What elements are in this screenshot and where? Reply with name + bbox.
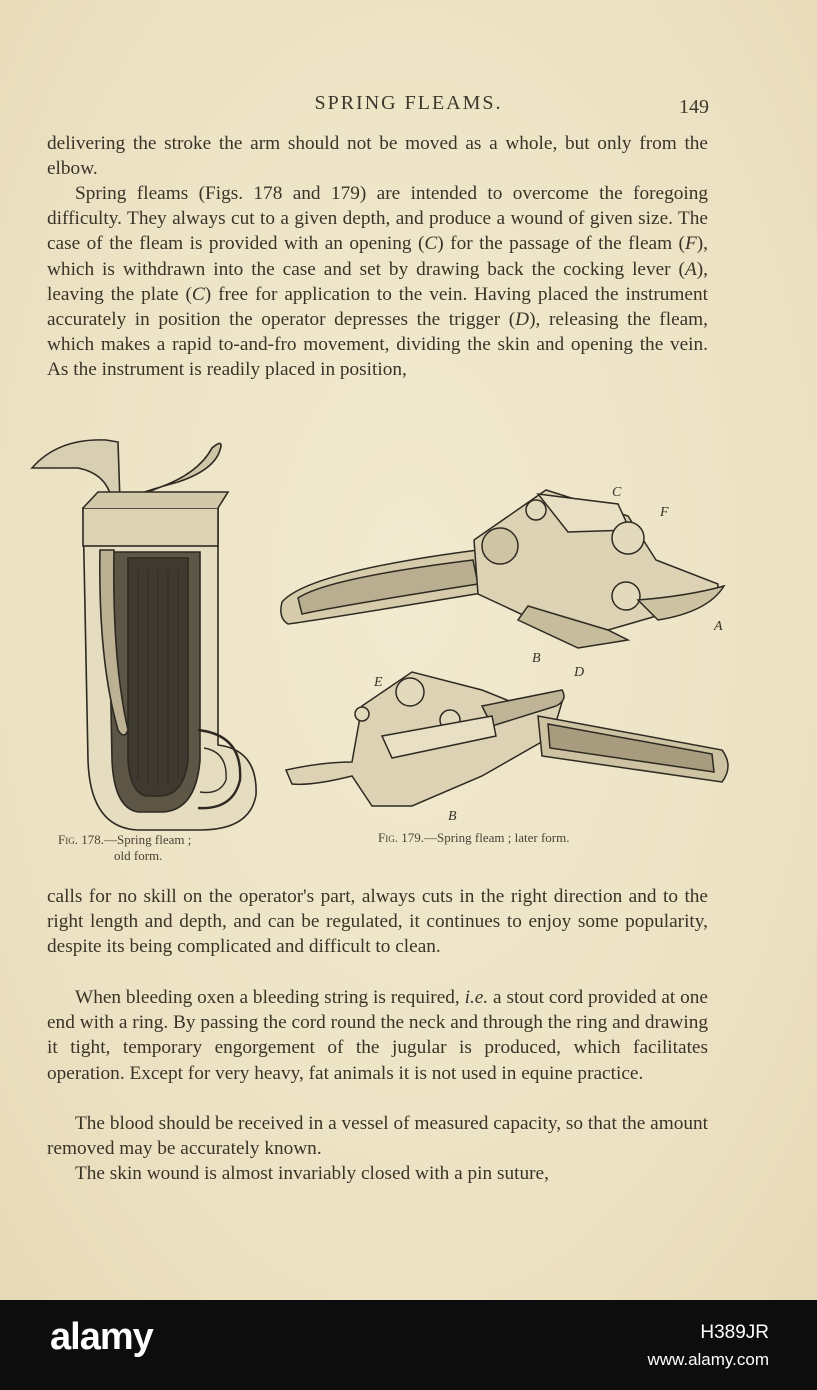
fig-179-bottom-illustration	[282, 666, 737, 826]
fig-179-caption-text: 179.—Spring fleam ; later form.	[401, 830, 570, 845]
fig-179-top-illustration	[278, 480, 738, 670]
paragraph-4-text-c: a stout cord provided at one end with a ring. By passing the cord round the neck and through the ring and drawing it tight, temporary engorgement of the jugular is produced, which facilitates operation. Except for very heavy, fat animals it is not used in equine practice.	[47, 987, 708, 1084]
fig-178-caption-label: Fig.	[58, 832, 78, 847]
paragraph-4	[47, 985, 708, 1086]
paragraph-2-ref-d: D	[515, 309, 530, 331]
paragraph-6-text: The skin wound is almost invariably closed with a pin suture,	[75, 1163, 549, 1184]
paragraph-3-text: calls for no skill on the operator's part, always cuts in the right direction and to the right length and depth, and can be regulated, it continues to enjoy some popularity, despite its being complicated and difficult to clean.	[47, 886, 708, 958]
paragraph-2-text-e: ), which is withdrawn into the case and set by drawing back the cocking lever (	[47, 233, 709, 280]
image-id: H389JR	[700, 1322, 769, 1343]
paragraph-5-text: The blood should be received in a vessel of measured capacity, so that the amount removed may be accurately known.	[47, 1113, 708, 1160]
fig-179-caption-label: Fig.	[378, 830, 398, 845]
paragraph-2-text-a: Spring fleams (Figs. 178 and 179) are intended to overcome the foregoing difficulty. They always cut to a given depth, and produce a wound of given size. The case of the fleam is provided with an opening (	[47, 183, 708, 255]
fig-179-label-c: C	[612, 485, 622, 500]
fig-178-caption-text-2: old form.	[114, 848, 163, 863]
paragraph-1-text: delivering the stroke the arm should not be moved as a whole, but only from the elbow.	[47, 133, 708, 180]
paragraph-2	[47, 181, 708, 383]
fig-178-caption	[58, 832, 258, 864]
paragraph-2-text-k: ), releasing the fleam, which makes a rapid to-and-fro movement, dividing the skin and opening the vein. As the instrument is readily placed in position,	[47, 309, 709, 381]
paragraph-4-ie: i.e.	[464, 987, 489, 1008]
fig-178-illustration	[28, 430, 268, 835]
page-number: 149	[679, 96, 709, 118]
fig-179-label-d: D	[574, 666, 585, 680]
site-url[interactable]: www.alamy.com	[647, 1350, 769, 1369]
paragraph-2-ref-f: F	[684, 233, 697, 255]
fig-179-label-a: A	[714, 619, 723, 634]
paragraph-5	[47, 1111, 708, 1161]
fig-179-label-b-top: B	[532, 651, 541, 666]
figure-area	[0, 420, 817, 870]
fig-179-label-e: E	[374, 675, 383, 690]
fig-179-label-b-bottom: B	[448, 809, 457, 824]
paragraph-2-ref-c: C	[424, 233, 438, 255]
paragraph-1	[47, 131, 708, 181]
paragraph-2-text-i: ) free for application to the vein. Having placed the instrument accurately in position the operator depresses the trigger (	[47, 283, 708, 331]
paragraph-2-ref-c2: C	[191, 283, 205, 305]
paragraph-3	[47, 884, 708, 960]
stock-footer	[0, 1300, 817, 1390]
paragraph-2-ref-a: A	[684, 258, 697, 280]
paragraph-6	[47, 1161, 708, 1186]
running-header: SPRING FLEAMS.	[314, 92, 503, 114]
paragraph-2-text-c: ) for the passage of the fleam (	[437, 233, 685, 255]
paragraph-2-text-g: ), leaving the plate (	[47, 258, 708, 305]
fig-178-caption-text: 178.—Spring fleam ;	[81, 832, 192, 847]
alamy-logo: alamy	[50, 1316, 153, 1358]
fig-179-caption	[378, 830, 698, 846]
paragraph-4-text-a: When bleeding oxen a bleeding string is required,	[75, 987, 465, 1008]
fig-179-label-f: F	[660, 505, 669, 520]
